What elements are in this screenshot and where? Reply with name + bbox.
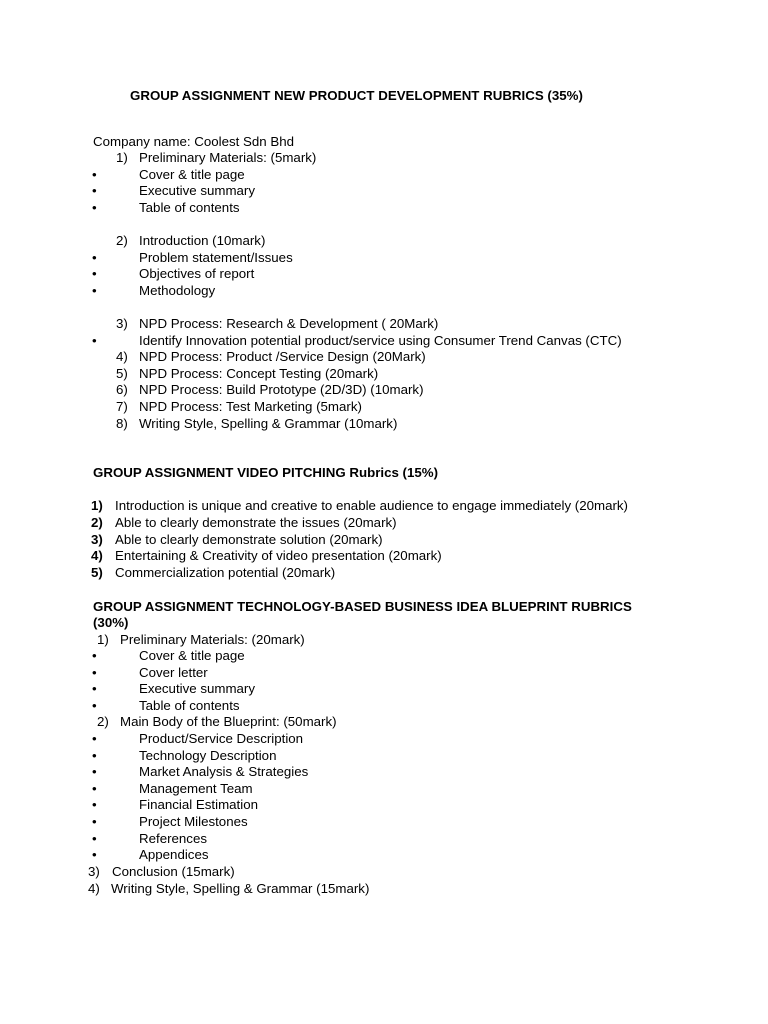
list-item: 3) Able to clearly demonstrate solution (20mark) [91, 532, 383, 547]
section-heading: GROUP ASSIGNMENT VIDEO PITCHING Rubrics (15%) [93, 465, 439, 480]
bullet-item: • Appendices [92, 847, 209, 862]
bullet-item: • Table of contents [92, 698, 240, 713]
section-heading-continued: (30%) [93, 615, 129, 630]
bullet-item: • Identify Innovation potential product/service using Consumer Trend Canvas (CTC) [92, 333, 622, 348]
list-item: 3) Conclusion (15mark) [88, 864, 235, 879]
bullet-item: • Financial Estimation [92, 797, 258, 812]
list-item: 2) Main Body of the Blueprint: (50mark) [97, 714, 337, 729]
list-item: 4) NPD Process: Product /Service Design (20Mark) [116, 349, 426, 364]
bullet-item: • References [92, 831, 207, 846]
bullet-item: • Methodology [92, 283, 216, 298]
bullet-item: • Executive summary [92, 681, 256, 696]
list-item: 3) NPD Process: Research & Development ( 20Mark) [116, 316, 439, 331]
list-item: 1) Preliminary Materials: (20mark) [97, 632, 305, 647]
bullet-item: • Product/Service Description [92, 731, 304, 746]
list-item: 2) Able to clearly demonstrate the issues (20mark) [91, 515, 397, 530]
list-item: 8) Writing Style, Spelling & Grammar (10mark) [116, 416, 398, 431]
list-item: 4) Writing Style, Spelling & Grammar (15mark) [88, 881, 370, 896]
bullet-item: • Cover letter [92, 665, 208, 680]
bullet-item: • Market Analysis & Strategies [92, 764, 309, 779]
list-item: 6) NPD Process: Build Prototype (2D/3D) (10mark) [116, 382, 424, 397]
bullet-item: • Technology Description [92, 748, 277, 763]
bullet-item: • Executive summary [92, 183, 256, 198]
list-item: 5) NPD Process: Concept Testing (20mark) [116, 366, 379, 381]
bullet-item: • Objectives of report [92, 266, 255, 281]
list-item: 4) Entertaining & Creativity of video presentation (20mark) [91, 548, 442, 563]
section-heading: GROUP ASSIGNMENT TECHNOLOGY-BASED BUSINESS IDEA BLUEPRINT RUBRICS [93, 599, 632, 614]
bullet-item: • Cover & title page [92, 648, 245, 663]
bullet-item: • Problem statement/Issues [92, 250, 293, 265]
bullet-item: • Management Team [92, 781, 253, 796]
list-item: 1) Introduction is unique and creative to enable audience to engage immediately (20mark) [91, 498, 628, 513]
list-item: 1) Preliminary Materials: (5mark) [116, 150, 317, 165]
bullet-item: • Cover & title page [92, 167, 245, 182]
list-item: 7) NPD Process: Test Marketing (5mark) [116, 399, 362, 414]
bullet-item: • Table of contents [92, 200, 240, 215]
company-name: Company name: Coolest Sdn Bhd [93, 134, 295, 149]
list-item: 2) Introduction (10mark) [116, 233, 266, 248]
bullet-item: • Project Milestones [92, 814, 248, 829]
page-title: GROUP ASSIGNMENT NEW PRODUCT DEVELOPMENT RUBRICS (35%) [130, 88, 583, 103]
list-item: 5) Commercialization potential (20mark) [91, 565, 336, 580]
